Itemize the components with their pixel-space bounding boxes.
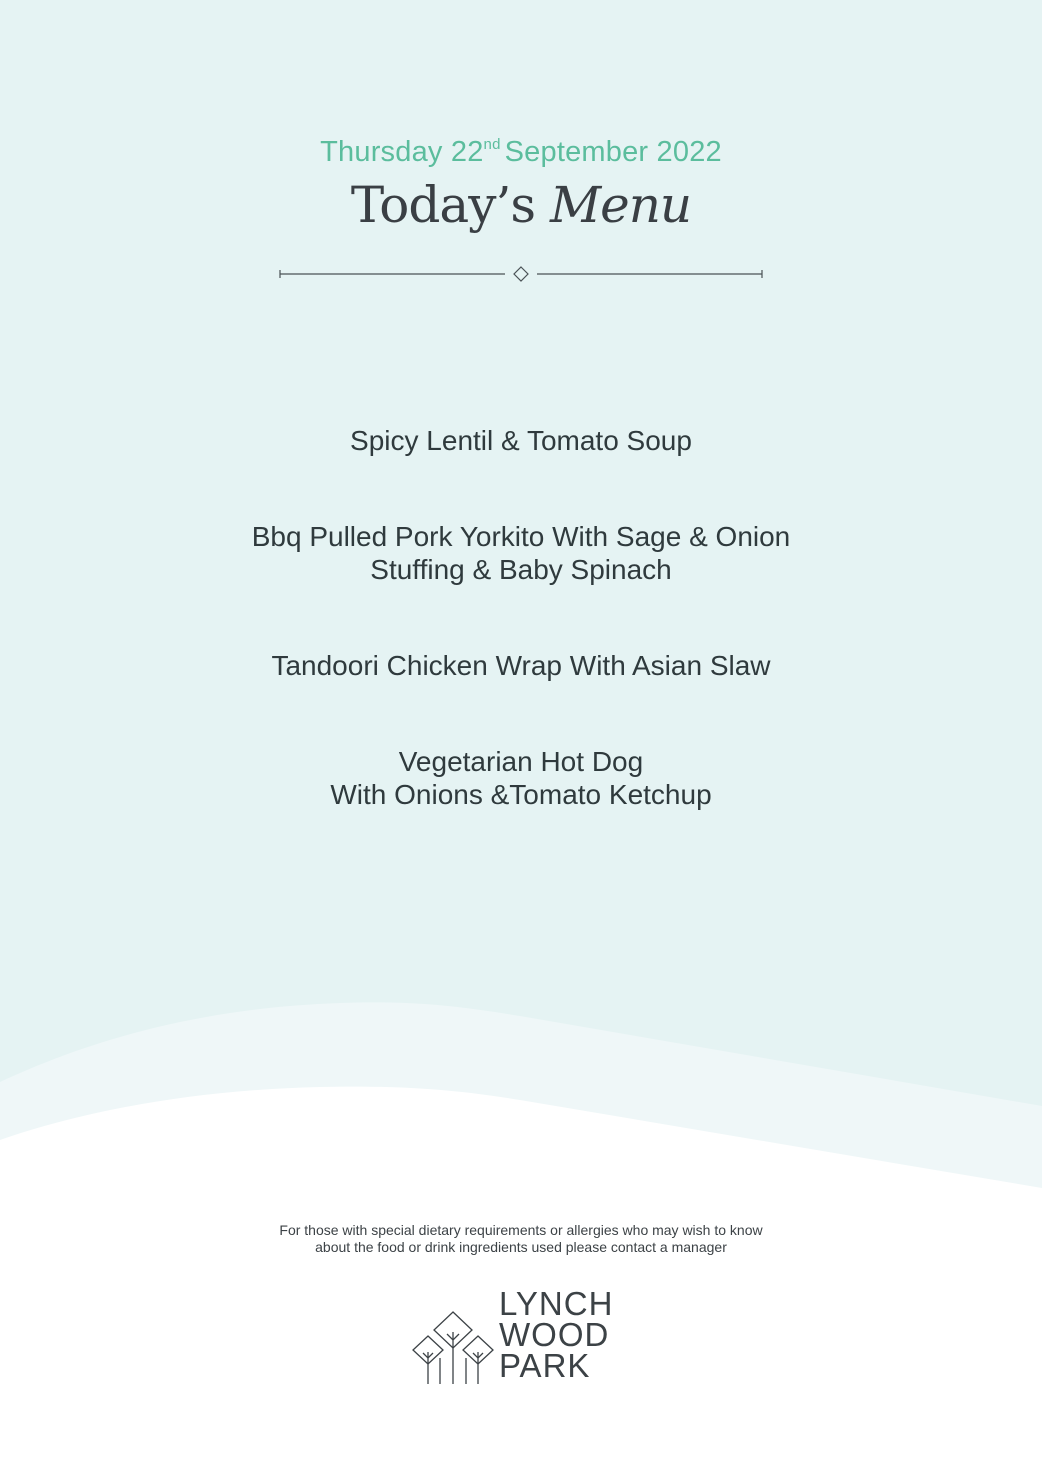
page-title — [0, 176, 1042, 234]
date-ordinal: nd — [483, 136, 501, 153]
menu-date — [0, 136, 1042, 169]
logo-line-wood: WOOD — [499, 1316, 610, 1353]
title-regular: Today’s — [350, 176, 536, 234]
menu-item-4 — [0, 745, 1042, 811]
menu-item-2-line2: Stuffing & Baby Spinach — [370, 554, 672, 585]
menu-item-3-line1: Tandoori Chicken Wrap With Asian Slaw — [271, 650, 771, 681]
diamond-divider-icon — [279, 264, 763, 284]
menu-item-2 — [0, 520, 1042, 586]
allergy-notice — [0, 1222, 1042, 1256]
tree-diamonds-logo-icon — [410, 1310, 496, 1386]
logo-line-lynch: LYNCH — [499, 1285, 614, 1322]
date-month-year: September 2022 — [504, 136, 722, 168]
date-day: Thursday 22 — [320, 136, 484, 168]
allergy-notice-line1: For those with special dietary requirements or allergies who may wish to know — [279, 1222, 763, 1238]
menu-item-1-line1: Spicy Lentil & Tomato Soup — [350, 425, 692, 456]
allergy-notice-line2: about the food or drink ingredients used please contact a manager — [315, 1239, 727, 1255]
menu-item-3 — [0, 649, 1042, 682]
logo-line-park: PARK — [499, 1347, 591, 1384]
logo-wordmark — [499, 1285, 659, 1384]
menu-item-4-line1: Vegetarian Hot Dog — [398, 746, 644, 777]
title-italic: Menu — [549, 176, 692, 234]
menu-item-4-line2: With Onions &Tomato Ketchup — [330, 779, 712, 810]
menu-item-1 — [0, 424, 1042, 457]
menu-item-2-line1: Bbq Pulled Pork Yorkito With Sage & Onion — [251, 521, 791, 552]
